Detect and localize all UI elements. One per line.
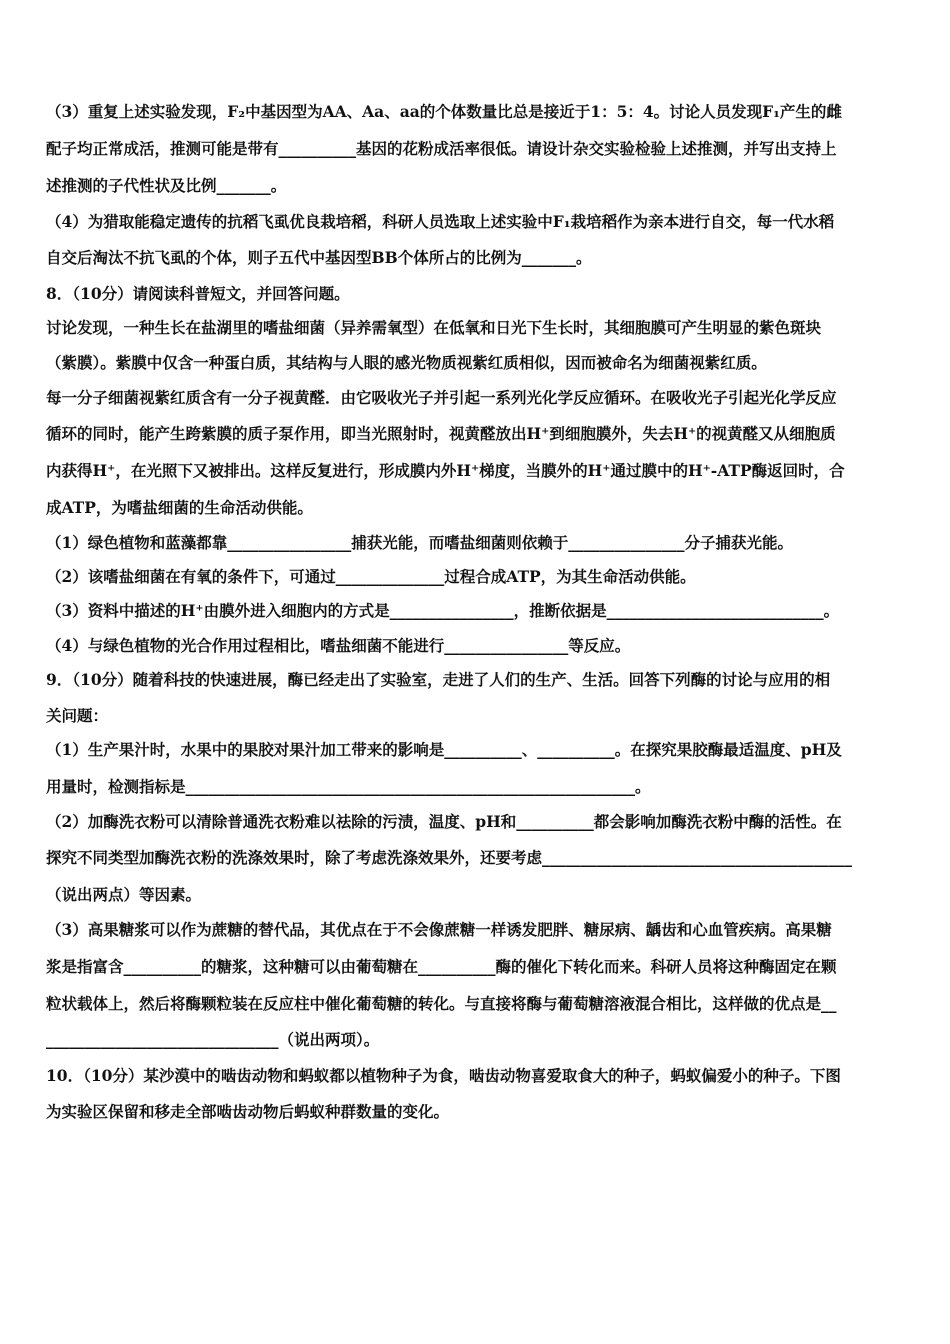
q9-part1-line2: 用量时，检测指标是__________________________________________________________。 <box>46 777 651 796</box>
q8-part2: （2）该嗜盐细菌在有氧的条件下，可通过______________过程合成ATP，为其生命活动供能。 <box>46 567 696 586</box>
q7-part3-line1: （3）重复上述实验发现，F₂中基因型为AA、Aa、aa的个体数量比总是接近于1：5：4。讨论人员发现F₁产生的雌 <box>46 102 842 121</box>
q8-part1: （1）绿色植物和蓝藻都靠________________捕获光能，而嗜盐细菌则依赖于_______________分子捕获光能。 <box>46 533 794 552</box>
q10-heading-line1: 10．（10分）某沙漠中的啮齿动物和蚂蚁都以植物种子为食，啮齿动物喜爱取食大的种子，蚂蚁偏爱小的种子。下图 <box>46 1066 841 1085</box>
q8-heading: 8．（10分）请阅读科普短文，并回答问题。 <box>46 284 350 303</box>
q9-heading-line2: 关问题： <box>46 706 109 725</box>
q7-part4-line2: 自交后淘汰不抗飞虱的个体，则子五代中基因型BB个体所占的比例为_______。 <box>46 248 592 267</box>
q8-passage-line3: 每一分子细菌视紫红质含有一分子视黄醛．由它吸收光子并引起一系列光化学反应循环。在吸收光子引起光化学反应 <box>46 388 837 407</box>
q7-part3-line3: 述推测的子代性状及比例_______。 <box>46 176 287 195</box>
q9-part3-line4: ______________________________（说出两项）。 <box>46 1030 380 1049</box>
q9-part3-line3: 粒状载体上，然后将酶颗粒装在反应柱中催化葡萄糖的转化。与直接将酶与葡萄糖溶液混合相比，这样做的优点是__ <box>46 994 837 1013</box>
q9-part1-line1: （1）生产果汁时，水果中的果胶对果汁加工带来的影响是__________、__________。在探究果胶酶最适温度、pH及 <box>46 740 842 759</box>
q8-passage-line2: （紫膜）。紫膜中仅含一种蛋白质，其结构与人眼的感光物质视紫红质相似，因而被命名为细菌视紫红质。 <box>46 353 767 372</box>
q7-part4-line1: （4）为猎取能稳定遗传的抗稻飞虱优良栽培稻，科研人员选取上述实验中F₁栽培稻作为亲本进行自交，每一代水稻 <box>46 212 835 231</box>
q9-part3-line1: （3）高果糖浆可以作为蔗糖的替代品，其优点在于不会像蔗糖一样诱发肥胖、糖尿病、龋齿和心血管疾病。高果糖 <box>46 920 832 939</box>
q9-part3-line2: 浆是指富含__________的糖浆，这种糖可以由葡萄糖在__________酶的催化下转化而来。科研人员将这种酶固定在颗 <box>46 957 837 976</box>
q9-heading-line1: 9．（10分）随着科技的快速进展，酶已经走出了实验室，走进了人们的生产、生活。回答下列酶的讨论与应用的相 <box>46 670 831 689</box>
q8-passage-line4: 循环的同时，能产生跨紫膜的质子泵作用，即当光照射时，视黄醛放出H⁺到细胞膜外，失去H⁺的视黄醛又从细胞质 <box>46 424 836 443</box>
q8-passage-line1: 讨论发现，一种生长在盐湖里的嗜盐细菌（异养需氧型）在低氧和日光下生长时，其细胞膜可产生明显的紫色斑块 <box>46 318 822 337</box>
q9-part2-line3: （说出两点）等因素。 <box>46 885 202 904</box>
q7-part3-line2: 配子均正常成活，推测可能是带有__________基因的花粉成活率很低。请设计杂交实验检验上述推测，并写出支持上 <box>46 139 837 158</box>
q8-part3: （3）资料中描述的H⁺由膜外进入细胞内的方式是________________，推断依据是____________________________。 <box>46 601 840 620</box>
q9-part2-line2: 探究不同类型加酶洗衣粉的洗涤效果时，除了考虑洗涤效果外，还要考虑________________________________________ <box>46 848 853 867</box>
q10-heading-line2: 为实验区保留和移走全部啮齿动物后蚂蚁种群数量的变化。 <box>46 1102 450 1121</box>
q8-passage-line6: 成ATP，为嗜盐细菌的生命活动供能。 <box>46 498 313 517</box>
q8-passage-line5: 内获得H⁺，在光照下又被排出。这样反复进行，形成膜内外H⁺梯度，当膜外的H⁺通过膜中的H⁺-ATP酶返回时，合 <box>46 461 845 480</box>
q8-part4: （4）与绿色植物的光合作用过程相比，嗜盐细菌不能进行________________等反应。 <box>46 636 631 655</box>
q9-part2-line1: （2）加酶洗衣粉可以清除普通洗衣粉难以祛除的污渍，温度、pH和__________都会影响加酶洗衣粉中酶的活性。在 <box>46 812 842 831</box>
